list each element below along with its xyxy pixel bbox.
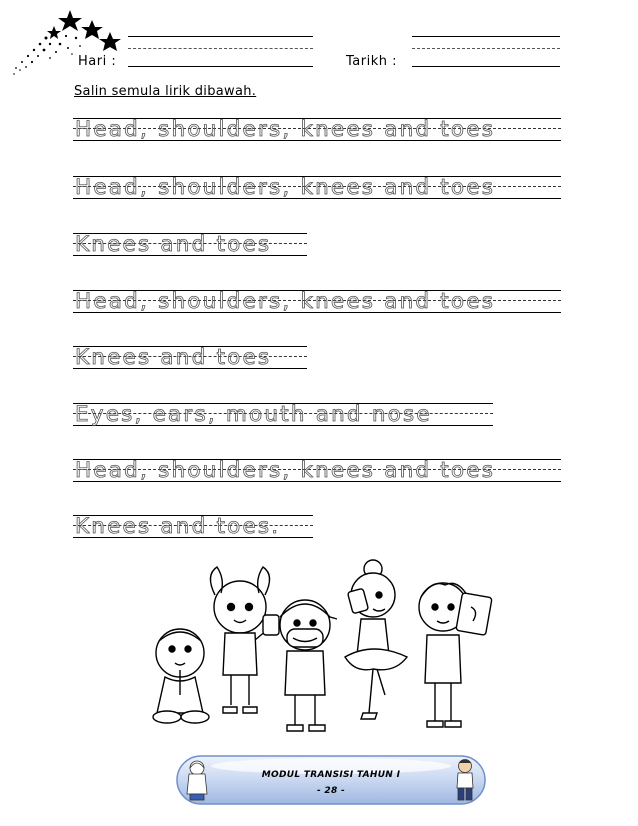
trace-text: Head, shoulders, knees and toes <box>75 175 496 200</box>
trace-text: Knees and toes <box>75 345 272 370</box>
trace-line-2 <box>73 176 561 206</box>
kid-girl-pigtails <box>210 567 279 713</box>
date-line-top <box>412 36 560 37</box>
footer-page-number: - 28 - <box>316 786 346 796</box>
name-line-dashed <box>128 48 313 49</box>
kid-boy-cap <box>280 600 337 731</box>
trace-text: Head, shoulders, knees and toes <box>75 289 496 314</box>
trace-line-7 <box>73 459 561 489</box>
hari-line <box>128 66 313 67</box>
hari-label: Hari : <box>78 54 117 69</box>
trace-text: Knees and toes. <box>75 514 281 539</box>
star-icon <box>81 20 103 39</box>
tarikh-label: Tarikh : <box>346 54 397 69</box>
tarikh-line <box>412 66 560 67</box>
date-line-dashed <box>412 48 560 49</box>
trace-line-5 <box>73 346 307 376</box>
trace-line-4 <box>73 290 561 320</box>
trace-text: Knees and toes <box>75 232 272 257</box>
name-line-top <box>128 36 313 37</box>
kid-sitting-boy <box>153 629 209 723</box>
trace-text: Eyes, ears, mouth and nose <box>75 402 432 427</box>
trace-line-8 <box>73 515 313 545</box>
instruction-text: Salin semula lirik dibawah. <box>74 84 257 99</box>
trace-line-6 <box>73 403 493 433</box>
footer-banner <box>175 752 487 808</box>
trace-line-1 <box>73 118 561 148</box>
star-icon <box>58 10 82 31</box>
star-icon <box>47 26 61 39</box>
kid-boy-card <box>419 583 492 727</box>
star-icon <box>99 32 121 51</box>
trace-line-3 <box>73 233 307 263</box>
trace-text: Head, shoulders, knees and toes <box>75 458 496 483</box>
footer-title: MODUL TRANSISI TAHUN I <box>261 770 401 780</box>
trace-text: Head, shoulders, knees and toes <box>75 117 496 142</box>
children-illustration <box>145 545 505 740</box>
kid-ballerina <box>345 560 407 719</box>
